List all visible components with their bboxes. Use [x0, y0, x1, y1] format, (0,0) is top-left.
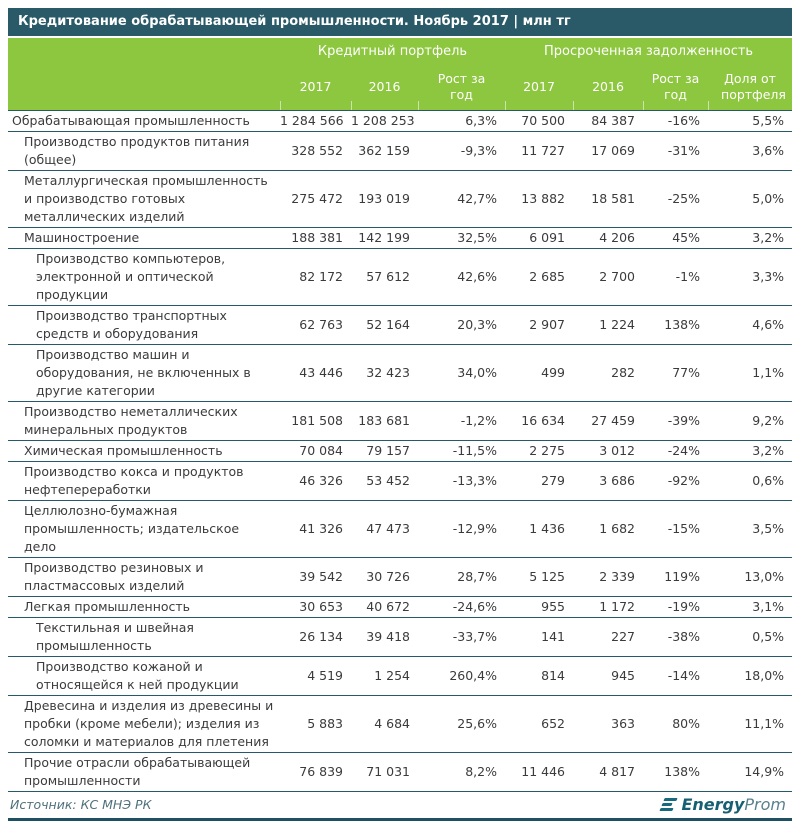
portfolio-2016: 1 208 253	[351, 111, 418, 132]
overdue-2016: 1 682	[573, 501, 643, 558]
overdue-2017: 1 436	[505, 501, 573, 558]
overdue-2017: 499	[505, 345, 573, 402]
overdue-2017: 652	[505, 696, 573, 753]
industry-name: Производство кожаной и относящейся к ней продукции	[8, 657, 280, 696]
overdue-2016: 3 012	[573, 441, 643, 462]
portfolio-growth: -24,6%	[418, 597, 505, 618]
table-row	[8, 597, 792, 618]
portfolio-2017: 46 326	[280, 462, 351, 501]
overdue-2017: 70 500	[505, 111, 573, 132]
report-title-bar	[8, 8, 792, 36]
overdue-2016: 84 387	[573, 111, 643, 132]
portfolio-growth: 8,2%	[418, 753, 505, 792]
share-of-portfolio: 3,2%	[708, 228, 792, 249]
portfolio-2016: 39 418	[351, 618, 418, 657]
share-of-portfolio: 14,9%	[708, 753, 792, 792]
portfolio-2016: 47 473	[351, 501, 418, 558]
portfolio-growth: 32,5%	[418, 228, 505, 249]
table-row	[8, 306, 792, 345]
table-row	[8, 132, 792, 171]
portfolio-2016: 1 254	[351, 657, 418, 696]
overdue-2016: 1 224	[573, 306, 643, 345]
overdue-growth: -39%	[643, 402, 708, 441]
overdue-growth: -15%	[643, 501, 708, 558]
overdue-growth: 45%	[643, 228, 708, 249]
overdue-2016: 3 686	[573, 462, 643, 501]
overdue-2016: 1 172	[573, 597, 643, 618]
overdue-2017: 16 634	[505, 402, 573, 441]
overdue-growth: -92%	[643, 462, 708, 501]
industry-name: Обрабатывающая промышленность	[8, 111, 280, 132]
portfolio-growth: 28,7%	[418, 558, 505, 597]
table-row	[8, 249, 792, 306]
col-header-overdue-2017: 2017	[505, 64, 573, 111]
table-row	[8, 657, 792, 696]
industry-name: Текстильная и швейная промышленность	[8, 618, 280, 657]
overdue-2017: 814	[505, 657, 573, 696]
table-row	[8, 441, 792, 462]
industry-name: Производство кокса и продуктов нефтепереработки	[8, 462, 280, 501]
share-of-portfolio: 4,6%	[708, 306, 792, 345]
portfolio-2017: 39 542	[280, 558, 351, 597]
overdue-2016: 282	[573, 345, 643, 402]
portfolio-growth: -13,3%	[418, 462, 505, 501]
portfolio-2016: 53 452	[351, 462, 418, 501]
overdue-2016: 363	[573, 696, 643, 753]
portfolio-growth: -12,9%	[418, 501, 505, 558]
table-row	[8, 171, 792, 228]
overdue-2016: 945	[573, 657, 643, 696]
overdue-2016: 27 459	[573, 402, 643, 441]
portfolio-growth: 6,3%	[418, 111, 505, 132]
industry-name: Производство машин и оборудования, не включенных в другие категории	[8, 345, 280, 402]
table-group-header-row	[8, 38, 792, 64]
group-header-overdue-debt: Просроченная задолженность	[505, 38, 792, 64]
table-row	[8, 696, 792, 753]
portfolio-2017: 188 381	[280, 228, 351, 249]
industry-name: Металлургическая промышленность и производство готовых металлических изделий	[8, 171, 280, 228]
overdue-2016: 2 339	[573, 558, 643, 597]
overdue-growth: 138%	[643, 753, 708, 792]
credit-table	[8, 38, 792, 792]
portfolio-2016: 52 164	[351, 306, 418, 345]
col-header-portfolio-growth: Рост за год	[418, 64, 505, 111]
portfolio-growth: 34,0%	[418, 345, 505, 402]
overdue-growth: -31%	[643, 132, 708, 171]
table-row	[8, 345, 792, 402]
group-header-credit-portfolio: Кредитный портфель	[280, 38, 505, 64]
col-header-share-of-portfolio: Доля от портфеля	[708, 64, 792, 111]
portfolio-2017: 30 653	[280, 597, 351, 618]
share-of-portfolio: 11,1%	[708, 696, 792, 753]
industry-name: Производство транспортных средств и оборудования	[8, 306, 280, 345]
overdue-growth: 77%	[643, 345, 708, 402]
portfolio-2016: 71 031	[351, 753, 418, 792]
portfolio-growth: 25,6%	[418, 696, 505, 753]
portfolio-growth: -1,2%	[418, 402, 505, 441]
col-header-portfolio-2016: 2016	[351, 64, 418, 111]
industry-name: Легкая промышленность	[8, 597, 280, 618]
share-of-portfolio: 3,6%	[708, 132, 792, 171]
col-header-portfolio-2017: 2017	[280, 64, 351, 111]
overdue-2016: 17 069	[573, 132, 643, 171]
portfolio-2017: 5 883	[280, 696, 351, 753]
energyprom-icon	[659, 796, 679, 813]
overdue-2016: 18 581	[573, 171, 643, 228]
overdue-2016: 4 817	[573, 753, 643, 792]
overdue-2017: 11 727	[505, 132, 573, 171]
logo-text-energy: Energy	[681, 795, 745, 814]
portfolio-2016: 183 681	[351, 402, 418, 441]
overdue-growth: 138%	[643, 306, 708, 345]
table-row	[8, 558, 792, 597]
portfolio-2017: 76 839	[280, 753, 351, 792]
overdue-growth: 119%	[643, 558, 708, 597]
industry-column-header	[8, 38, 280, 111]
portfolio-2017: 82 172	[280, 249, 351, 306]
overdue-2017: 279	[505, 462, 573, 501]
portfolio-2016: 57 612	[351, 249, 418, 306]
portfolio-2017: 43 446	[280, 345, 351, 402]
share-of-portfolio: 0,6%	[708, 462, 792, 501]
col-header-overdue-2016: 2016	[573, 64, 643, 111]
portfolio-growth: -33,7%	[418, 618, 505, 657]
portfolio-growth: 260,4%	[418, 657, 505, 696]
overdue-2016: 4 206	[573, 228, 643, 249]
portfolio-2016: 142 199	[351, 228, 418, 249]
share-of-portfolio: 5,5%	[708, 111, 792, 132]
logo-text-prom: Prom	[744, 795, 786, 814]
industry-name: Производство неметаллических минеральных продуктов	[8, 402, 280, 441]
energyprom-logo	[662, 795, 790, 814]
share-of-portfolio: 18,0%	[708, 657, 792, 696]
overdue-2017: 141	[505, 618, 573, 657]
share-of-portfolio: 9,2%	[708, 402, 792, 441]
portfolio-2017: 26 134	[280, 618, 351, 657]
portfolio-growth: -11,5%	[418, 441, 505, 462]
share-of-portfolio: 3,5%	[708, 501, 792, 558]
share-of-portfolio: 5,0%	[708, 171, 792, 228]
table-row	[8, 618, 792, 657]
industry-name: Химическая промышленность	[8, 441, 280, 462]
overdue-2017: 2 685	[505, 249, 573, 306]
share-of-portfolio: 13,0%	[708, 558, 792, 597]
overdue-growth: -1%	[643, 249, 708, 306]
portfolio-2017: 62 763	[280, 306, 351, 345]
overdue-2017: 2 907	[505, 306, 573, 345]
industry-name: Производство компьютеров, электронной и оптической продукции	[8, 249, 280, 306]
overdue-growth: -25%	[643, 171, 708, 228]
portfolio-2017: 41 326	[280, 501, 351, 558]
portfolio-2016: 362 159	[351, 132, 418, 171]
portfolio-2017: 4 519	[280, 657, 351, 696]
table-row	[8, 402, 792, 441]
share-of-portfolio: 3,1%	[708, 597, 792, 618]
table-row	[8, 111, 792, 132]
overdue-2016: 227	[573, 618, 643, 657]
share-of-portfolio: 1,1%	[708, 345, 792, 402]
overdue-2017: 6 091	[505, 228, 573, 249]
industry-name: Древесина и изделия из древесины и пробки (кроме мебели); изделия из соломки и материалов для плетения	[8, 696, 280, 753]
overdue-2016: 2 700	[573, 249, 643, 306]
overdue-growth: -16%	[643, 111, 708, 132]
industry-name: Производство продуктов питания (общее)	[8, 132, 280, 171]
portfolio-growth: 42,6%	[418, 249, 505, 306]
portfolio-2017: 1 284 566	[280, 111, 351, 132]
overdue-growth: -24%	[643, 441, 708, 462]
share-of-portfolio: 3,3%	[708, 249, 792, 306]
overdue-2017: 11 446	[505, 753, 573, 792]
portfolio-2016: 40 672	[351, 597, 418, 618]
source-note: Источник: КС МНЭ РК	[10, 797, 152, 812]
share-of-portfolio: 0,5%	[708, 618, 792, 657]
portfolio-2017: 275 472	[280, 171, 351, 228]
portfolio-2016: 32 423	[351, 345, 418, 402]
portfolio-growth: 20,3%	[418, 306, 505, 345]
portfolio-2016: 30 726	[351, 558, 418, 597]
portfolio-growth: -9,3%	[418, 132, 505, 171]
overdue-2017: 955	[505, 597, 573, 618]
overdue-growth: -19%	[643, 597, 708, 618]
industry-name: Прочие отрасли обрабатывающей промышленности	[8, 753, 280, 792]
table-row	[8, 501, 792, 558]
overdue-2017: 13 882	[505, 171, 573, 228]
industry-name: Машиностроение	[8, 228, 280, 249]
portfolio-2016: 193 019	[351, 171, 418, 228]
table-row	[8, 228, 792, 249]
overdue-2017: 5 125	[505, 558, 573, 597]
overdue-growth: -38%	[643, 618, 708, 657]
col-header-overdue-growth: Рост за год	[643, 64, 708, 111]
table-footer	[8, 792, 792, 821]
industry-name: Производство резиновых и пластмассовых изделий	[8, 558, 280, 597]
table-row	[8, 462, 792, 501]
report-title: Кредитование обрабатывающей промышленности. Ноябрь 2017 | млн тг	[18, 14, 571, 29]
portfolio-2017: 70 084	[280, 441, 351, 462]
portfolio-2016: 79 157	[351, 441, 418, 462]
overdue-growth: 80%	[643, 696, 708, 753]
industry-name: Целлюлозно-бумажная промышленность; издательское дело	[8, 501, 280, 558]
portfolio-growth: 42,7%	[418, 171, 505, 228]
portfolio-2017: 181 508	[280, 402, 351, 441]
portfolio-2017: 328 552	[280, 132, 351, 171]
overdue-2017: 2 275	[505, 441, 573, 462]
portfolio-2016: 4 684	[351, 696, 418, 753]
share-of-portfolio: 3,2%	[708, 441, 792, 462]
overdue-growth: -14%	[643, 657, 708, 696]
